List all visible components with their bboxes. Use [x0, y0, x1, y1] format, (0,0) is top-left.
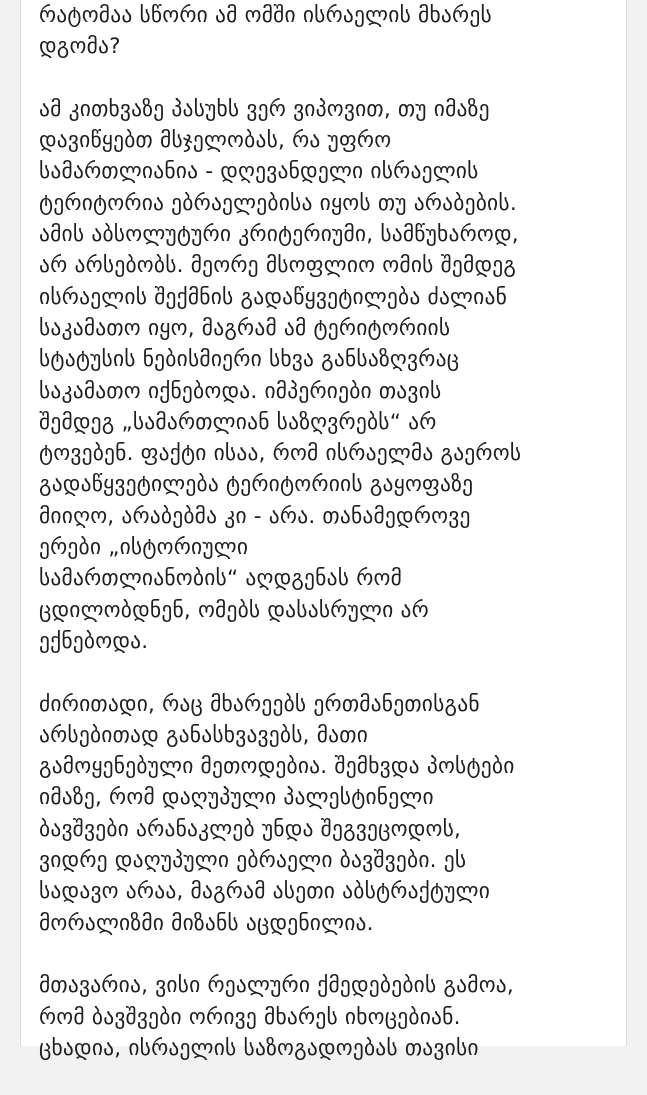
post-paragraph: ამ კითხვაზე პასუხს ვერ ვიპოვით, თუ იმაზე დავიწყებთ მსჯელობას, რა უფრო სამართლიანია - დღევანდელი ისრაელის ტერიტორია ებრაელებისა იყოს თუ არაბების. ამის აბსოლუტური კრიტერიუმი, სამწუხაროდ, არ არსებობს. მეორე მსოფლიო ომის შემდეგ ისრაელის შექმნის გადაწყვეტილება ძალიან საკამათო იყო, მაგრამ ამ ტერიტორიის სტატუსის ნებისმიერი სხვა განსაზღვრაც საკამათო იქნებოდა. იმპერიები თავის შემდეგ „სამართლიან საზღვრებს“ არ ტოვებენ. ფაქტი ისაა, რომ ისრაელმა გაეროს გადაწყვეტილება ტერიტორიის გაყოფაზე მიიღო, არაბებმა კი - არა. თანამედროვე ერები „ისტორიული სამართლიანობის“ აღდგენას რომ ცდილობდნენ, ომებს დასასრული არ ექნებოდა.: [39, 96, 522, 654]
post-paragraph: რატომაა სწორი ამ ომში ისრაელის მხარეს დგომა?: [39, 3, 492, 60]
post-paragraph: ძირითადი, რაც მხარეებს ერთმანეთისგან არსებითად განასხვავებს, მათი გამოყენებული მეთოდებია. შემხვდა პოსტები იმაზე, რომ დაღუპული პალესტინელი ბავშვები არანაკლებ უნდა შეგვეცოდოს, ვიდრე დაღუპული ებრაელი ბავშვები. ეს სადავო არაა, მაგრამ ასეთი აბსტრაქტული მორალიზმი მიზანს აცდენილია.: [39, 691, 515, 936]
post-paragraph: მთავარია, ვისი რეალური ქმედებების გამოა, რომ ბავშვები ორივე მხარეს იხოცებიან. ცხადია, ისრაელის საზოგადოებას თავისი: [39, 973, 514, 1061]
post-card: [20, 0, 627, 1061]
post-body: [39, 0, 624, 1095]
